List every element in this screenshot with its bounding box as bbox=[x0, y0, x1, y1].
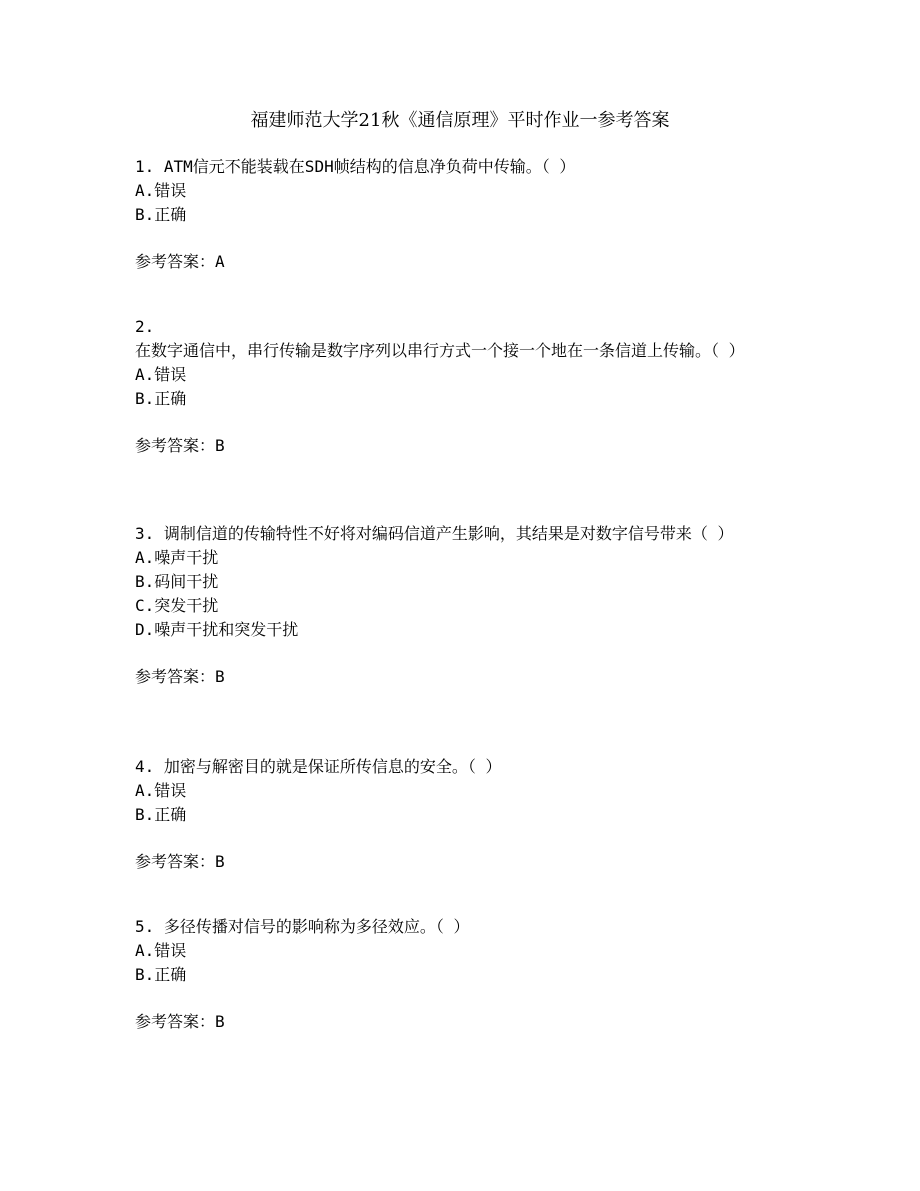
option-b: B.正确 bbox=[135, 205, 187, 224]
question-number: 4. bbox=[135, 757, 155, 776]
option-a: A.错误 bbox=[135, 781, 187, 800]
option-a: A.噪声干扰 bbox=[135, 548, 219, 567]
answer-label: 参考答案： bbox=[135, 252, 216, 271]
answer-value: B bbox=[215, 436, 225, 455]
answer-value: B bbox=[215, 667, 225, 686]
question-number: 5. bbox=[135, 917, 155, 936]
answer-value: B bbox=[215, 1012, 225, 1031]
option-b: B.正确 bbox=[135, 389, 187, 408]
question-text: ATM信元不能装载在SDH帧结构的信息净负荷中传输。（ ） bbox=[163, 157, 576, 176]
question-text: 多径传播对信号的影响称为多径效应。（ ） bbox=[163, 917, 470, 936]
answer-value: A bbox=[215, 252, 225, 271]
question-number: 1. bbox=[135, 157, 155, 176]
option-c: C.突发干扰 bbox=[135, 596, 219, 615]
option-a: A.错误 bbox=[135, 181, 187, 200]
option-b: B.正确 bbox=[135, 965, 187, 984]
option-b: B.正确 bbox=[135, 805, 187, 824]
question-number: 3. bbox=[135, 524, 155, 543]
answer-value: B bbox=[215, 852, 225, 871]
question-stem bbox=[135, 522, 775, 546]
answer-label: 参考答案： bbox=[135, 852, 216, 871]
question-text: 加密与解密目的就是保证所传信息的安全。（ ） bbox=[163, 757, 502, 776]
question-text: 调制信道的传输特性不好将对编码信道产生影响，其结果是对数字信号带来（ ） bbox=[163, 524, 734, 543]
question-5 bbox=[135, 915, 795, 1034]
answer-line bbox=[135, 665, 795, 689]
option-a: A.错误 bbox=[135, 941, 187, 960]
answer-line bbox=[135, 1010, 795, 1034]
option-b: B.码间干扰 bbox=[135, 572, 219, 591]
option-a: A.错误 bbox=[135, 365, 187, 384]
answer-line bbox=[135, 434, 795, 458]
answer-line bbox=[135, 850, 795, 874]
question-text: 在数字通信中，串行传输是数字序列以串行方式一个接一个地在一条信道上传输。（ ） bbox=[135, 341, 745, 360]
question-2 bbox=[135, 315, 795, 458]
question-stem bbox=[135, 915, 795, 939]
answer-line bbox=[135, 250, 795, 274]
question-stem bbox=[135, 155, 795, 179]
answer-label: 参考答案： bbox=[135, 667, 216, 686]
question-3 bbox=[135, 522, 795, 689]
question-1 bbox=[135, 155, 795, 274]
document-title: 福建师范大学21秋《通信原理》平时作业一参考答案 bbox=[250, 110, 670, 131]
option-d: D.噪声干扰和突发干扰 bbox=[135, 620, 299, 639]
question-4 bbox=[135, 755, 795, 874]
question-stem bbox=[135, 755, 795, 779]
question-number: 2. bbox=[135, 317, 155, 336]
answer-label: 参考答案： bbox=[135, 436, 216, 455]
answer-label: 参考答案： bbox=[135, 1012, 216, 1031]
